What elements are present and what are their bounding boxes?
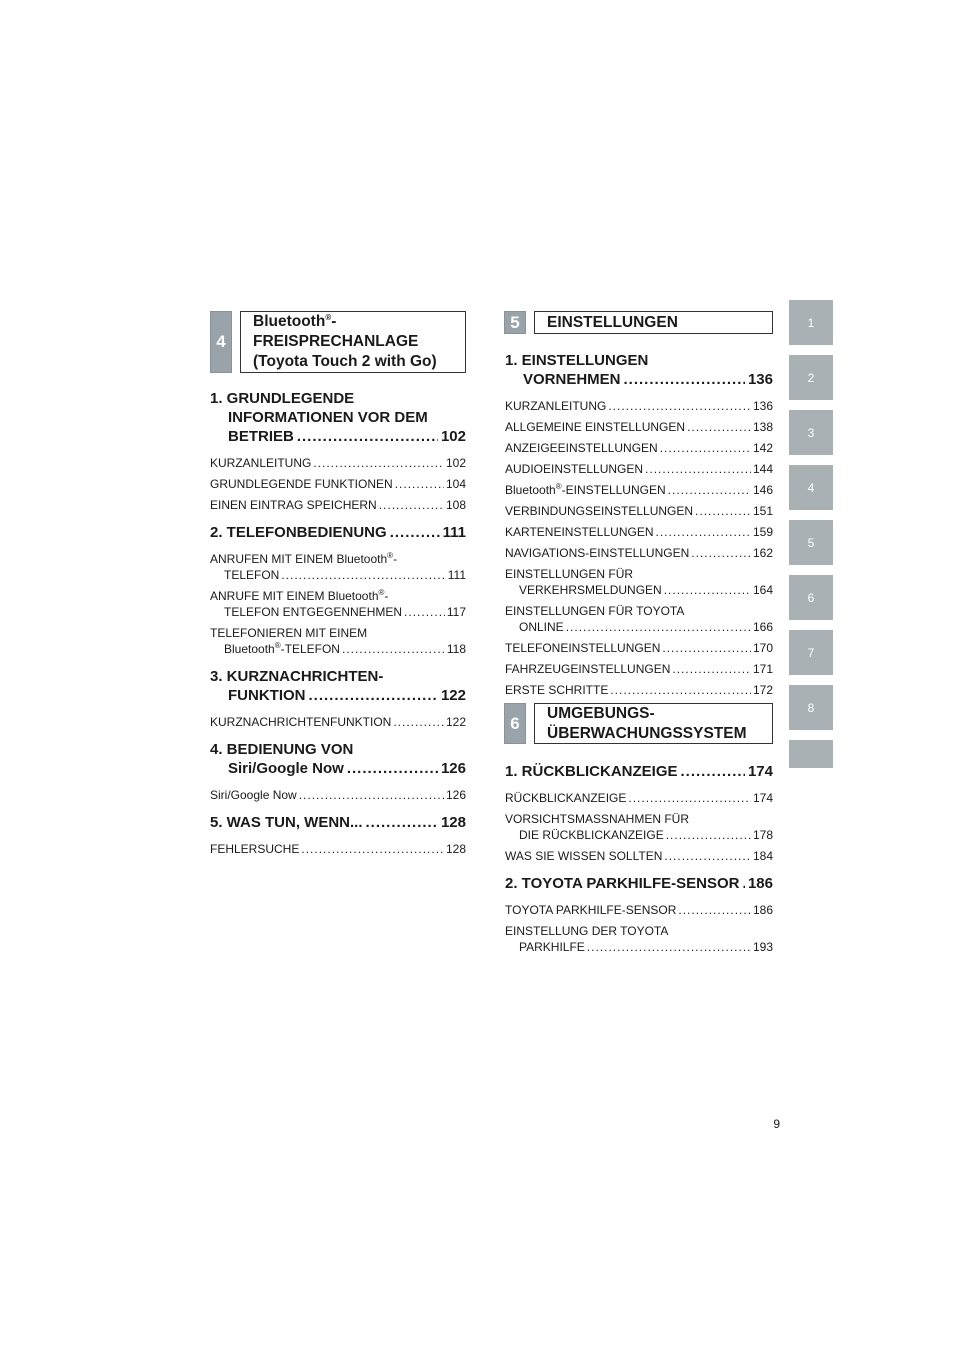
section-title: EINSTELLUNGEN	[534, 311, 773, 334]
chapter-tabs	[789, 300, 833, 778]
chapter-tab-5[interactable]: 5	[789, 520, 833, 565]
toc-item[interactable]: KURZANLEITUNG ..... 136	[505, 398, 773, 414]
toc-item[interactable]: KARTENEINSTELLUNGEN ..... 159	[505, 524, 773, 540]
chapter-tab-6[interactable]: 6	[789, 575, 833, 620]
chapter-tab-8[interactable]: 8	[789, 685, 833, 730]
page-number: 9	[773, 1117, 780, 1131]
toc-chapter[interactable]: 1. GRUNDLEGENDE INFORMATIONEN VOR DEM BETRIEB ..... 102	[210, 389, 466, 446]
toc-chapter[interactable]: 1. EINSTELLUNGEN VORNEHMEN ..... 136	[505, 351, 773, 389]
toc-chapter[interactable]: 1. RÜCKBLICKANZEIGE ..... 174	[505, 762, 773, 781]
toc-item[interactable]: EINSTELLUNGEN FÜR TOYOTA ONLINE ..... 166	[505, 603, 773, 635]
right-toc-settings	[505, 351, 773, 708]
toc-item[interactable]: ANRUFEN MIT EINEM Bluetooth®- TELEFON ..... 111	[210, 551, 466, 583]
toc-chapter[interactable]: 2. TOYOTA PARKHILFE-SENSOR ..... 186	[505, 874, 773, 893]
left-toc	[210, 389, 466, 867]
section-6-header	[504, 703, 773, 744]
toc-chapter[interactable]: 5. WAS TUN, WENN... ..... 128	[210, 813, 466, 832]
toc-item[interactable]: EINSTELLUNGEN FÜR VERKEHRSMELDUNGEN ..... 164	[505, 566, 773, 598]
chapter-tab-7[interactable]: 7	[789, 630, 833, 675]
section-4-header	[210, 311, 466, 373]
toc-item[interactable]: KURZANLEITUNG ..... 102	[210, 455, 466, 471]
section-number: 5	[504, 311, 526, 334]
toc-item[interactable]: VERBINDUNGSEINSTELLUNGEN ..... 151	[505, 503, 773, 519]
section-title: Bluetooth®- FREISPRECHANLAGE (Toyota Touch 2 with Go)	[240, 311, 466, 373]
toc-chapter[interactable]: 3. KURZNACHRICHTEN- FUNKTION ..... 122	[210, 667, 466, 705]
chapter-tab-2[interactable]: 2	[789, 355, 833, 400]
toc-item[interactable]: VORSICHTSMASSNAHMEN FÜR DIE RÜCKBLICKANZEIGE ..... 178	[505, 811, 773, 843]
chapter-tab-index[interactable]	[789, 740, 833, 768]
chapter-tab-3[interactable]: 3	[789, 410, 833, 455]
toc-item[interactable]: KURZNACHRICHTENFUNKTION ..... 122	[210, 714, 466, 730]
section-number: 6	[504, 703, 526, 744]
toc-item[interactable]: AUDIOEINSTELLUNGEN ..... 144	[505, 461, 773, 477]
toc-item[interactable]: ALLGEMEINE EINSTELLUNGEN ..... 138	[505, 419, 773, 435]
chapter-tab-4[interactable]: 4	[789, 465, 833, 510]
toc-item[interactable]: TELEFONEINSTELLUNGEN ..... 170	[505, 640, 773, 656]
section-title: UMGEBUNGS- ÜBERWACHUNGSSYSTEM	[534, 703, 773, 744]
toc-item[interactable]: Bluetooth®-EINSTELLUNGEN ..... 146	[505, 482, 773, 498]
toc-item[interactable]: RÜCKBLICKANZEIGE ..... 174	[505, 790, 773, 806]
chapter-tab-1[interactable]: 1	[789, 300, 833, 345]
toc-item[interactable]: FAHRZEUGEINSTELLUNGEN ..... 171	[505, 661, 773, 677]
toc-item[interactable]: TELEFONIEREN MIT EINEM Bluetooth®-TELEFON ..... 118	[210, 625, 466, 657]
section-number: 4	[210, 311, 232, 373]
toc-item[interactable]: WAS SIE WISSEN SOLLTEN ..... 184	[505, 848, 773, 864]
toc-item[interactable]: ANZEIGEEINSTELLUNGEN ..... 142	[505, 440, 773, 456]
toc-item[interactable]: NAVIGATIONS-EINSTELLUNGEN ..... 162	[505, 545, 773, 561]
right-toc-surround	[505, 762, 773, 965]
toc-item[interactable]: Siri/Google Now ..... 126	[210, 787, 466, 803]
toc-item[interactable]: EINEN EINTRAG SPEICHERN ..... 108	[210, 497, 466, 513]
toc-item[interactable]: GRUNDLEGENDE FUNKTIONEN ..... 104	[210, 476, 466, 492]
toc-item[interactable]: EINSTELLUNG DER TOYOTA PARKHILFE ..... 193	[505, 923, 773, 955]
toc-chapter[interactable]: 4. BEDIENUNG VON Siri/Google Now ..... 126	[210, 740, 466, 778]
toc-item[interactable]: ANRUFE MIT EINEM Bluetooth®- TELEFON ENTGEGENNEHMEN ..... 117	[210, 588, 466, 620]
toc-item[interactable]: FEHLERSUCHE ..... 128	[210, 841, 466, 857]
toc-chapter[interactable]: 2. TELEFONBEDIENUNG ..... 111	[210, 523, 466, 542]
toc-item[interactable]: ERSTE SCHRITTE ..... 172	[505, 682, 773, 698]
toc-item[interactable]: TOYOTA PARKHILFE-SENSOR ..... 186	[505, 902, 773, 918]
section-5-header	[504, 311, 773, 334]
